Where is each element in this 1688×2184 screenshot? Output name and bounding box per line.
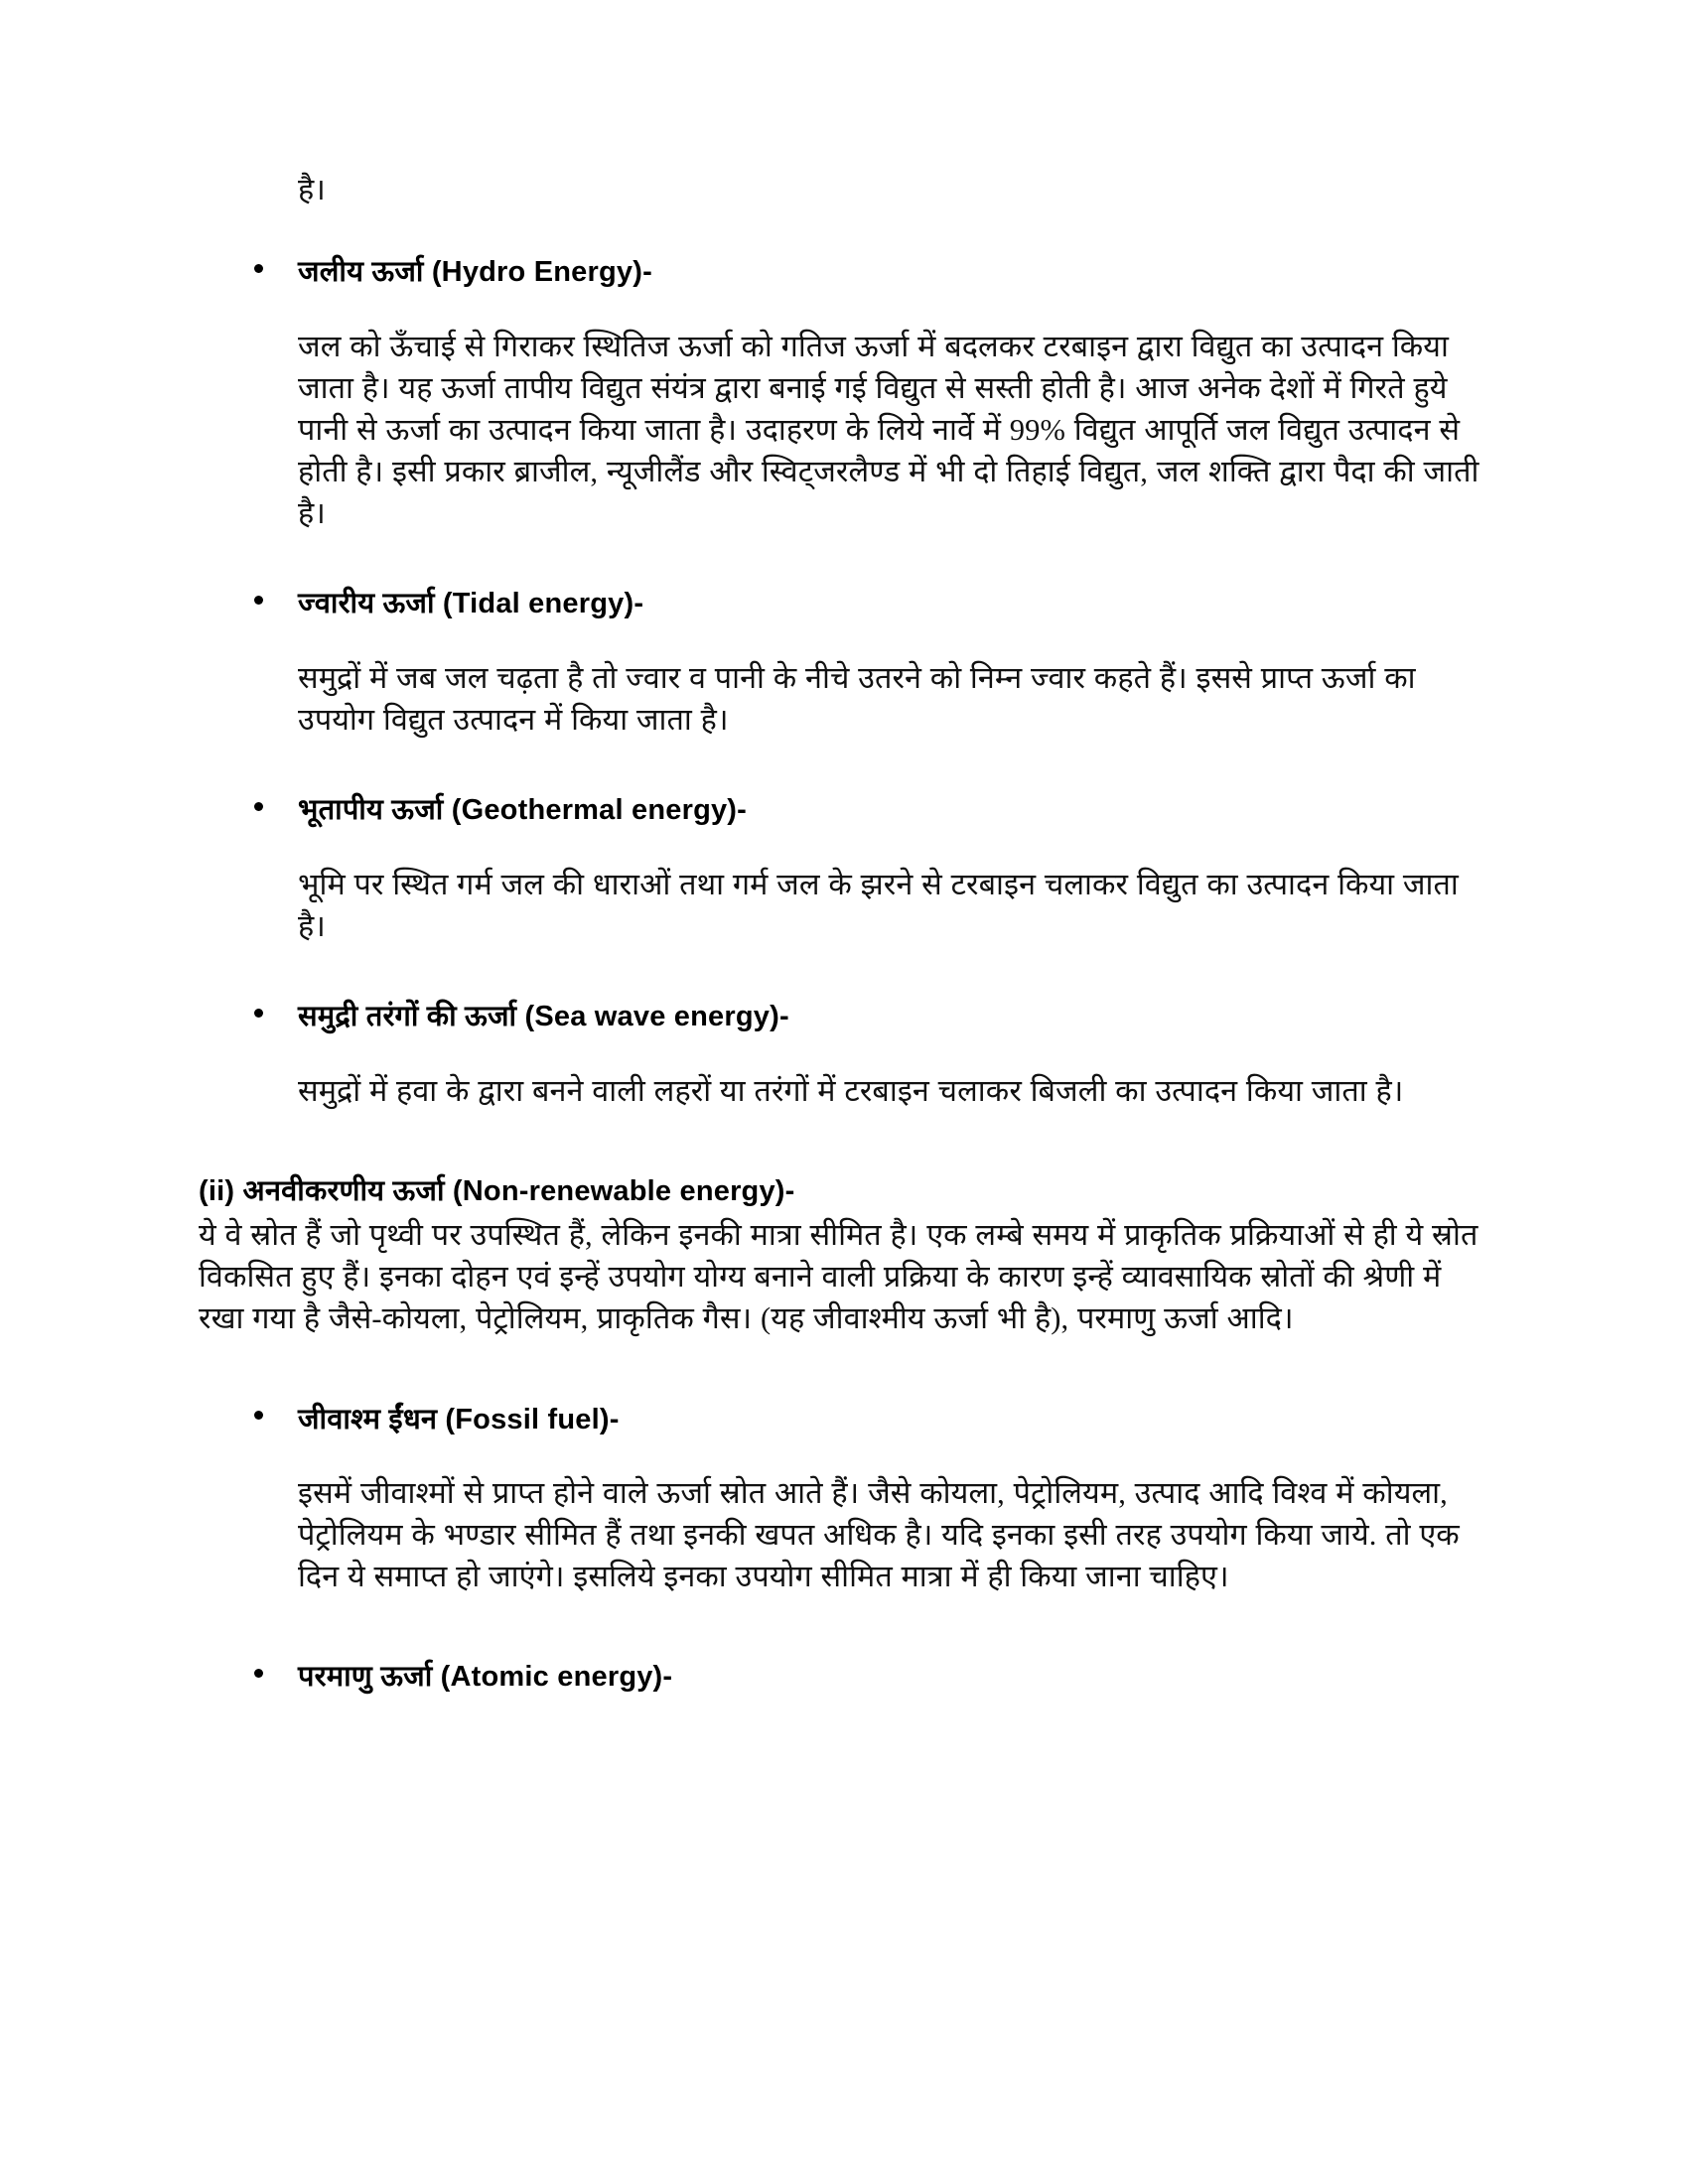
body-tidal-energy: समुद्रों में जब जल चढ़ता है तो ज्वार व पानी के नीचे उतरने को निम्न ज्वार कहते हैं। इससे प्राप्त ऊर्जा का उपयोग विद्युत उत्पादन में किया जाता है।	[298, 660, 1416, 737]
body-geothermal-energy: भूमि पर स्थित गर्म जल की धाराओं तथा गर्म जल के झरने से टरबाइन चलाकर विद्युत का उत्पादन किया जाता है।	[298, 867, 1459, 943]
body-sea-wave-energy: समुद्रों में हवा के द्वारा बनने वाली लहरों या तरंगों में टरबाइन चलाकर बिजली का उत्पादन किया जाता है।	[298, 1073, 1404, 1108]
spacer	[199, 534, 1489, 586]
bullet-point-icon	[254, 1669, 263, 1678]
continuation-line: है।	[298, 173, 326, 206]
body-hydro-energy: जल को ऊँचाई से गिराकर स्थितिज ऊर्जा को गतिज ऊर्जा में बदलकर टरबाइन द्वारा विद्युत का उत्पादन किया जाता है। यह ऊर्जा तापीय विद्युत संयंत्र द्वारा बनाई गई विद्युत से सस्ती होती है। आज अनेक देशों में गिरते हुये पानी से ऊर्जा का उत्पादन किया जाता है। उदाहरण के लिये नार्वे में 99% विद्युत आपूर्ति जल विद्युत उत्पादन से होती है। इसी प्रकार ब्राजील, न्यूजीलैंड और स्विट्जरलैण्ड में भी दो तिहाई विद्युत, जल शक्ति द्वारा पैदा की जाती है।	[298, 329, 1479, 531]
list-item-fossil-fuel	[298, 1402, 1489, 1439]
spacer	[199, 741, 1489, 792]
spacer	[199, 1597, 1489, 1659]
body-non-renewable-energy: ये वे स्रोत हैं जो पृथ्वी पर उपस्थित हैं, लेकिन इनकी मात्रा सीमित है। एक लम्बे समय में प्राकृतिक प्रक्रियाओं से ही ये स्रोत विकसित हुए हैं। इनका दोहन एवं इन्हें उपयोग योग्य बनाने वाली प्रक्रिया के कारण इन्हें व्यावसायिक स्रोतों की श्रेणी में रखा गया है जैसे-कोयला, पेट्रोलियम, प्राकृतिक गैस। (यह जीवाश्मीय ऊर्जा भी है), परमाणु ऊर्जा आदि।	[199, 1218, 1478, 1336]
document-content	[199, 169, 1489, 1697]
body-fossil-fuel: इसमें जीवाश्मों से प्राप्त होने वाले ऊर्जा स्रोत आते हैं। जैसे कोयला, पेट्रोलियम, उत्पाद आदि विश्व में कोयला, पेट्रोलियम के भण्डार सीमित हैं तथा इनकी खपत अधिक है। यदि इनका इसी तरह उपयोग किया जाये. तो एक दिन ये समाप्त हो जाएंगे। इसलिये इनका उपयोग सीमित मात्रा में ही किया जाना चाहिए।	[298, 1476, 1460, 1594]
spacer	[199, 947, 1489, 999]
bullet-point-icon	[254, 1411, 263, 1420]
list-item-geothermal-energy	[298, 792, 1489, 830]
heading-non-renewable-energy: (ii) अनवीकरणीय ऊर्जा (Non-renewable energy)-	[199, 1174, 795, 1207]
list-item-hydro-energy	[298, 254, 1489, 292]
heading-geothermal-energy: भूतापीय ऊर्जा (Geothermal energy)-	[298, 794, 748, 826]
spacer	[199, 1340, 1489, 1402]
list-item-sea-wave-energy	[298, 999, 1489, 1036]
spacer	[199, 1112, 1489, 1173]
heading-atomic-energy: परमाणु ऊर्जा (Atomic energy)-	[298, 1661, 673, 1694]
heading-sea-wave-energy: समुद्री तरंगों की ऊर्जा (Sea wave energy)-	[298, 1000, 789, 1032]
heading-fossil-fuel: जीवाश्म ईंधन (Fossil fuel)-	[298, 1403, 620, 1435]
bullet-point-icon	[254, 264, 263, 273]
list-item-tidal-energy	[298, 586, 1489, 623]
bullet-point-icon	[254, 802, 263, 811]
heading-tidal-energy: ज्वारीय ऊर्जा (Tidal energy)-	[298, 588, 644, 620]
heading-hydro-energy: जलीय ऊर्जा (Hydro Energy)-	[298, 256, 652, 289]
bullet-point-icon	[254, 1009, 263, 1018]
list-item-atomic-energy	[298, 1659, 1489, 1697]
bullet-point-icon	[254, 596, 263, 605]
